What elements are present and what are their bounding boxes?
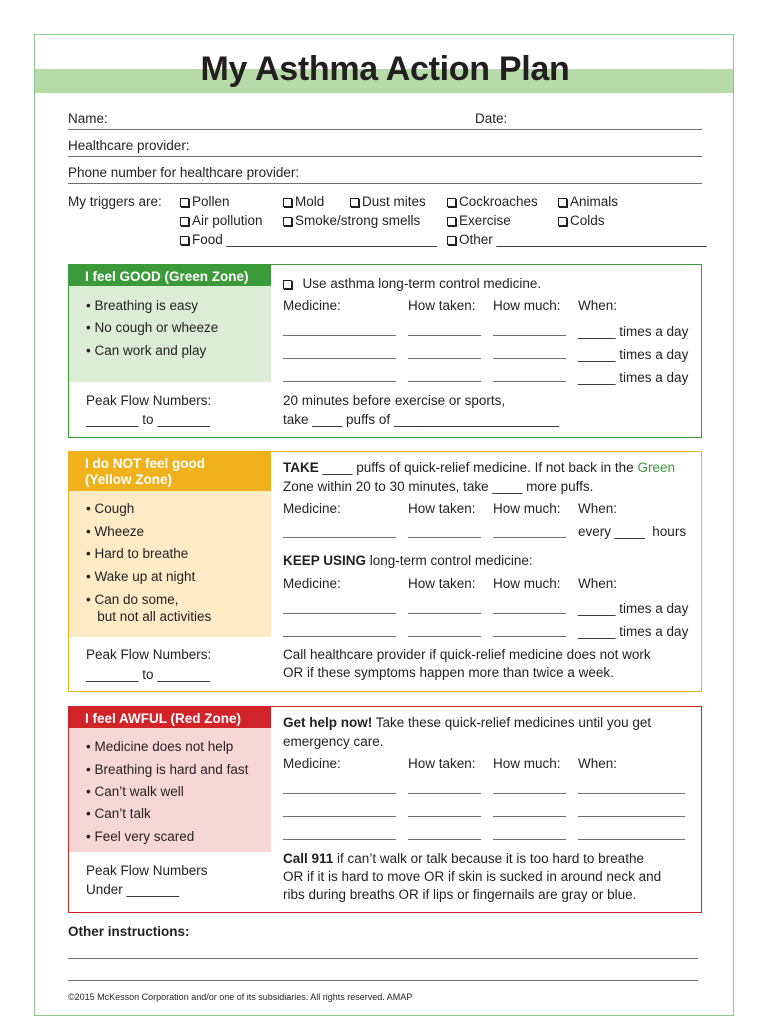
checkbox-icon[interactable] (558, 217, 567, 226)
yellow-how-taken-blank[interactable] (408, 537, 481, 538)
red-how-much-blank[interactable] (493, 839, 566, 840)
yellow-col-when-2: When: (578, 576, 618, 591)
green-times-a-day[interactable]: _____ times a day (578, 324, 689, 339)
green-how-taken-blank[interactable] (408, 335, 481, 336)
other-instructions-label: Other instructions: (68, 924, 190, 939)
green-zone-header: I feel GOOD (Green Zone) (69, 265, 271, 286)
phone-label: Phone number for healthcare provider: (68, 165, 300, 180)
yellow-how-much-blank[interactable] (493, 613, 566, 614)
date-label: Date: (475, 111, 508, 126)
green-col-when: When: (578, 298, 618, 313)
green-medicine-blank[interactable] (283, 335, 396, 336)
red-help-line2: emergency care. (283, 734, 384, 749)
trigger-pollen[interactable]: Pollen (180, 194, 230, 209)
green-col-how-much: How much: (493, 298, 561, 313)
red-call-line1: Call 911 if can’t walk or talk because it is too hard to breathe (283, 851, 644, 866)
red-how-taken-blank[interactable] (408, 793, 481, 794)
red-when-blank[interactable] (578, 839, 685, 840)
green-use-medicine[interactable]: Use asthma long-term control medicine. (283, 276, 541, 291)
trigger-smoke[interactable]: Smoke/strong smells (283, 213, 420, 228)
yellow-medicine-blank[interactable] (283, 636, 396, 637)
red-col-how-taken: How taken: (408, 756, 476, 771)
red-how-taken-blank[interactable] (408, 839, 481, 840)
red-call-line2: OR if it is hard to move OR if skin is sucked in around neck and (283, 869, 662, 884)
green-symptom: • No cough or wheeze (86, 320, 219, 335)
other-instructions-line[interactable] (68, 958, 698, 959)
red-symptom: • Feel very scared (86, 829, 195, 844)
green-col-how-taken: How taken: (408, 298, 476, 313)
yellow-col-how-much: How much: (493, 501, 561, 516)
page-title: My Asthma Action Plan (200, 50, 570, 88)
red-col-medicine: Medicine: (283, 756, 341, 771)
green-times-a-day[interactable]: _____ times a day (578, 370, 689, 385)
yellow-symptom: • Wake up at night (86, 569, 196, 584)
name-date-line[interactable] (68, 129, 702, 130)
green-how-much-blank[interactable] (493, 381, 566, 382)
yellow-col-how-taken: How taken: (408, 501, 476, 516)
green-col-medicine: Medicine: (283, 298, 341, 313)
triggers-label: My triggers are: (68, 194, 162, 209)
trigger-exercise[interactable]: Exercise (447, 213, 511, 228)
yellow-col-when: When: (578, 501, 618, 516)
yellow-symptom: • Wheeze (86, 524, 145, 539)
checkbox-icon[interactable] (558, 198, 567, 207)
yellow-take-line2[interactable]: Zone within 20 to 30 minutes, take ____ more puffs. (283, 479, 594, 494)
green-peak-range[interactable]: _______ to _______ (86, 412, 210, 427)
checkbox-icon[interactable] (447, 217, 456, 226)
checkbox-icon[interactable] (447, 198, 456, 207)
checkbox-icon[interactable] (180, 198, 189, 207)
other-instructions-line[interactable] (68, 980, 698, 981)
trigger-animals[interactable]: Animals (558, 194, 618, 209)
yellow-col-medicine: Medicine: (283, 501, 341, 516)
yellow-take-line1: TAKE ____ puffs of quick-relief medicine. If not back in the Green (283, 460, 675, 475)
green-how-much-blank[interactable] (493, 335, 566, 336)
red-medicine-blank[interactable] (283, 839, 396, 840)
green-symptom: • Breathing is easy (86, 298, 199, 313)
yellow-times-a-day[interactable]: _____ times a day (578, 601, 689, 616)
yellow-medicine-blank[interactable] (283, 613, 396, 614)
red-peak-label: Peak Flow Numbers (86, 863, 208, 878)
checkbox-icon[interactable] (180, 217, 189, 226)
provider-label: Healthcare provider: (68, 138, 190, 153)
trigger-mold[interactable]: Mold (283, 194, 324, 209)
checkbox-icon[interactable] (283, 280, 292, 289)
red-symptom: • Can’t walk well (86, 784, 184, 799)
red-medicine-blank[interactable] (283, 793, 396, 794)
yellow-call-line1: Call healthcare provider if quick-relief medicine does not work (283, 647, 651, 662)
yellow-how-taken-blank[interactable] (408, 636, 481, 637)
red-symptom: • Breathing is hard and fast (86, 762, 249, 777)
yellow-symptom: • Can do some, (86, 592, 179, 607)
provider-line[interactable] (68, 156, 702, 157)
red-how-taken-blank[interactable] (408, 816, 481, 817)
yellow-symptom: • Hard to breathe (86, 546, 189, 561)
yellow-keep-using: KEEP USING long-term control medicine: (283, 553, 533, 568)
green-exercise-line2[interactable]: take ____ puffs of ______________________ (283, 412, 560, 427)
yellow-col-medicine-2: Medicine: (283, 576, 341, 591)
phone-line[interactable] (68, 183, 702, 184)
yellow-call-line2: OR if these symptoms happen more than twice a week. (283, 665, 614, 680)
red-help-line1: Get help now! Take these quick-relief medicines until you get (283, 715, 652, 730)
checkbox-icon[interactable] (447, 236, 456, 245)
trigger-other[interactable]: Other ____________________________ (447, 232, 707, 247)
green-peak-label: Peak Flow Numbers: (86, 393, 212, 408)
red-symptom: • Can’t talk (86, 806, 151, 821)
red-when-blank[interactable] (578, 793, 685, 794)
yellow-every-hours[interactable]: every ____ hours (578, 524, 687, 539)
green-medicine-blank[interactable] (283, 358, 396, 359)
checkbox-icon[interactable] (350, 198, 359, 207)
yellow-peak-range[interactable]: _______ to _______ (86, 667, 210, 682)
red-symptom: • Medicine does not help (86, 739, 234, 754)
green-how-taken-blank[interactable] (408, 358, 481, 359)
yellow-symptom: • Cough (86, 501, 135, 516)
green-how-much-blank[interactable] (493, 358, 566, 359)
trigger-colds[interactable]: Colds (558, 213, 605, 228)
yellow-how-taken-blank[interactable] (408, 613, 481, 614)
red-col-when: When: (578, 756, 618, 771)
checkbox-icon[interactable] (283, 198, 292, 207)
name-label: Name: (68, 111, 108, 126)
yellow-zone-header: I do NOT feel good (Yellow Zone) (69, 452, 271, 491)
yellow-peak-label: Peak Flow Numbers: (86, 647, 212, 662)
red-call-line3: ribs during breaths OR if lips or fingernails are gray or blue. (283, 887, 637, 902)
checkbox-icon[interactable] (283, 217, 292, 226)
green-symptom: • Can work and play (86, 343, 207, 358)
green-how-taken-blank[interactable] (408, 381, 481, 382)
yellow-times-a-day[interactable]: _____ times a day (578, 624, 689, 639)
red-how-much-blank[interactable] (493, 793, 566, 794)
green-times-a-day[interactable]: _____ times a day (578, 347, 689, 362)
red-zone-header: I feel AWFUL (Red Zone) (69, 707, 271, 728)
trigger-cockroaches[interactable]: Cockroaches (447, 194, 538, 209)
red-medicine-blank[interactable] (283, 816, 396, 817)
footer-copyright: ©2015 McKesson Corporation and/or one of its subsidiaries. All rights reserved. AMAP (68, 992, 413, 1002)
red-when-blank[interactable] (578, 816, 685, 817)
yellow-how-much-blank[interactable] (493, 537, 566, 538)
checkbox-icon[interactable] (180, 236, 189, 245)
red-col-how-much: How much: (493, 756, 561, 771)
yellow-how-much-blank[interactable] (493, 636, 566, 637)
green-exercise-line1: 20 minutes before exercise or sports, (283, 393, 506, 408)
trigger-air-pollution[interactable]: Air pollution (180, 213, 263, 228)
trigger-food[interactable]: Food ____________________________ (180, 232, 437, 247)
yellow-medicine-blank[interactable] (283, 537, 396, 538)
yellow-symptom: but not all activities (86, 609, 212, 624)
red-how-much-blank[interactable] (493, 816, 566, 817)
yellow-col-how-taken-2: How taken: (408, 576, 476, 591)
trigger-dust-mites[interactable]: Dust mites (350, 194, 426, 209)
green-medicine-blank[interactable] (283, 381, 396, 382)
yellow-col-how-much-2: How much: (493, 576, 561, 591)
red-peak-under[interactable]: Under _______ (86, 882, 180, 897)
